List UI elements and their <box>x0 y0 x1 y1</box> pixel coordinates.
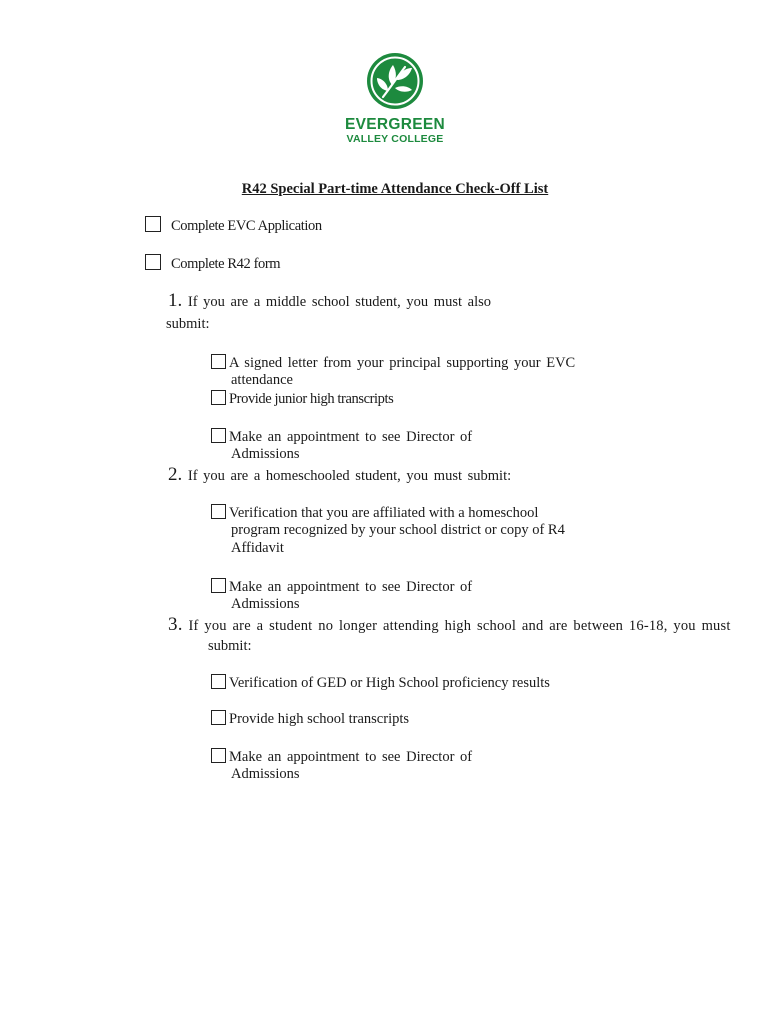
checkbox[interactable] <box>145 254 161 270</box>
item-label-cont: attendance <box>231 372 293 388</box>
section-heading-1 <box>168 292 491 311</box>
checkbox[interactable] <box>211 674 226 689</box>
leaf-emblem-icon <box>366 52 424 110</box>
section-heading-1-cont: submit: <box>166 316 210 332</box>
logo-text-line2: VALLEY COLLEGE <box>346 133 444 145</box>
checkbox[interactable] <box>211 578 226 593</box>
checkbox[interactable] <box>211 354 226 369</box>
section-heading-text: If you are a student no longer attending high school and are between 16-18, you must <box>188 618 731 634</box>
item-label-cont: Admissions <box>231 766 300 782</box>
item-label: A signed letter from your principal supporting your EVC <box>229 355 576 371</box>
checklist-item-high-school-transcripts <box>211 710 409 728</box>
item-label-cont: program recognized by your school district or copy of R4 <box>231 522 565 538</box>
section-number: 3. <box>168 614 183 635</box>
item-label-cont: Admissions <box>231 596 300 612</box>
item-label: Provide high school transcripts <box>229 711 410 727</box>
section-heading-text: If you are a middle school student, you must also <box>187 294 491 310</box>
page-title: R42 Special Part-time Attendance Check-Off List <box>241 181 549 197</box>
checkbox[interactable] <box>211 710 226 725</box>
section-heading-2 <box>168 466 511 485</box>
item-label: Complete EVC Application <box>171 218 322 234</box>
checkbox[interactable] <box>211 390 226 405</box>
checkbox[interactable] <box>145 216 161 232</box>
checkbox[interactable] <box>211 504 226 519</box>
section-heading-text: If you are a homeschooled student, you must submit: <box>187 468 512 484</box>
checklist-item-principal-letter <box>211 354 575 372</box>
item-label: Make an appointment to see Director of <box>229 749 473 765</box>
logo-text-line1: EVERGREEN <box>344 116 446 133</box>
checkbox[interactable] <box>211 428 226 443</box>
item-label: Make an appointment to see Director of <box>229 429 473 445</box>
checklist-item-appointment-1 <box>211 428 472 446</box>
checklist-item-application <box>145 216 322 235</box>
checklist-item-appointment-3 <box>211 748 472 766</box>
section-heading-3-cont: submit: <box>208 638 252 654</box>
section-number: 1. <box>168 290 183 311</box>
checklist-item-r42-form <box>145 254 280 273</box>
item-label: Verification that you are affiliated with a homeschool <box>229 505 539 521</box>
checkbox[interactable] <box>211 748 226 763</box>
item-label: Complete R42 form <box>171 256 281 272</box>
checklist-item-appointment-2 <box>211 578 472 596</box>
checklist-item-ged-verification <box>211 674 550 692</box>
item-label-cont: Admissions <box>231 446 300 462</box>
item-label-cont: Affidavit <box>231 540 284 556</box>
item-label: Verification of GED or High School proficiency results <box>229 675 550 691</box>
checklist-item-homeschool-verification <box>211 504 538 522</box>
section-heading-3 <box>168 616 731 635</box>
college-logo <box>340 52 450 145</box>
item-label: Provide junior high transcripts <box>229 391 394 407</box>
section-number: 2. <box>168 464 183 485</box>
checklist-item-junior-high-transcripts <box>211 390 393 408</box>
item-label: Make an appointment to see Director of <box>229 579 473 595</box>
